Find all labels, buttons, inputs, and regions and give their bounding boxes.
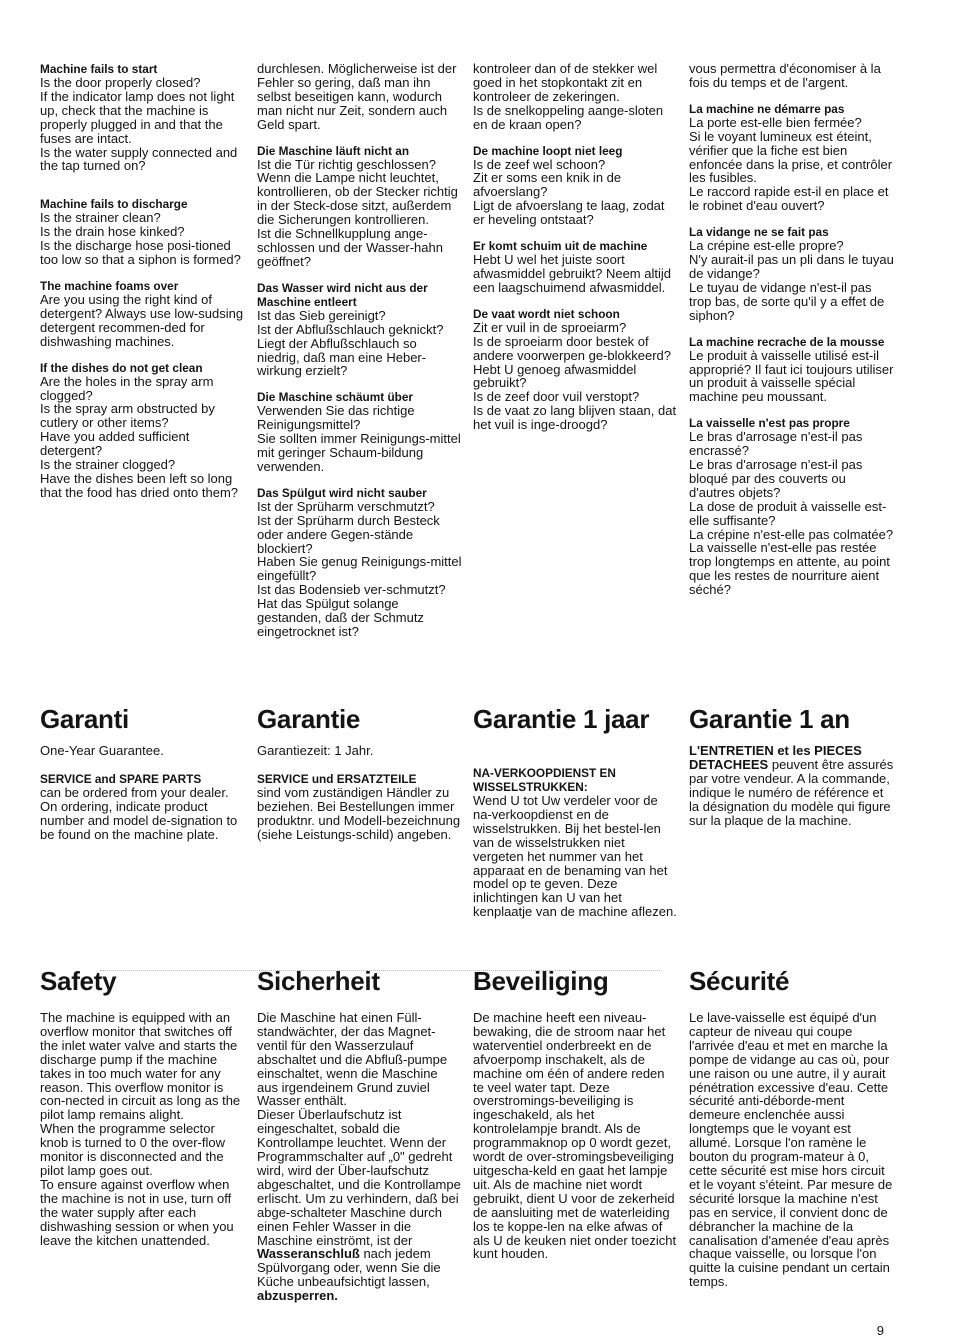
trouble-heading: Machine fails to discharge xyxy=(40,197,188,212)
warranty-subtitle: Garantiezeit: 1 Jahr. xyxy=(257,743,374,758)
safety-fr xyxy=(689,966,894,1289)
warranty-body: peuvent être assurés par votre vendeur. A la commande, indique le numéro de référence et la désignation du modèle qui figure sur la plaque de la machine. xyxy=(689,756,894,828)
warranty-title: Garantie xyxy=(257,704,361,734)
safety-text-part: nach jedem Spülvorgang oder, wenn Sie die Küche unbeaufsichtigt lassen, xyxy=(257,1246,441,1290)
warranty-en xyxy=(40,704,245,842)
warranty-heading: L'ENTRETIEN et les PIECES DETACHEES xyxy=(689,743,862,772)
trouble-block xyxy=(40,361,245,500)
trouble-heading: La machine recrache de la mousse xyxy=(689,334,885,349)
trouble-block xyxy=(40,62,245,173)
trouble-heading: Die Maschine läuft nicht an xyxy=(257,143,410,158)
trouble-block xyxy=(257,281,462,379)
warranty-text xyxy=(689,744,894,827)
safety-text: De machine heeft een niveau-bewaking, die de stroom naar het waterventiel onderbreekt en de afvoerpomp inschakelt, als de machine om één of andere reden te veel water tapt. Deze overstromings-beveiliging is ingeschakeld, als het kontrolelampje brandt. Als de programmaknop op 0 wordt gezet, wordt de over-stromingsbeveiliging uitgescha-keld en gaat het lampje uit. Als de machine niet wordt gebruikt, dient U voor de zekerheid de aansluiting met de waterleiding los te koppe-len na elke afwas of als U de keuken niet onder toezicht kunt houden. xyxy=(473,1010,677,1262)
safety-text xyxy=(257,1011,462,1303)
trouble-text: kontroleer dan of de stekker wel goed in het stopkontakt zit en kontroleer de zekeringen. Is de snelkoppeling aange-sloten en de kraan open? xyxy=(473,61,664,132)
safety-text: Le lave-vaisselle est équipé d'un capteur de niveau qui coupe l'arrivée d'eau et met en marche la pompe de vidange au cas où, pour une raison ou une autre, il y aurait pénétration excessive d'eau. Cette sécurité anti-débordе-ment demeure enclenchée aussi longtemps que le voyant est allumé. Lorsque l'on ramène le bouton du program-mateur à 0, cette sécurité est mise hors circuit et le voyant s'éteint. Par mesure de sécurité lorsque la machine n'est pas en service, il convient donc de débrancher la machine de la canalisation d'amenée d'eau après chaque vaisselle, ou lorsque l'on quitte la cuisine pendant un certain temps. xyxy=(689,1010,893,1290)
trouble-block xyxy=(689,62,894,90)
troubleshooting-nl xyxy=(473,62,678,444)
safety-title: Beveiliging xyxy=(473,966,609,996)
trouble-block xyxy=(40,197,245,267)
warranty-nl xyxy=(473,704,678,919)
trouble-text: Ist der Sprüharm verschmutzt? Ist der Sprüharm durch Besteck oder andere Gegen-stände blockiert? Haben Sie genug Reinigungs-mittel eingefüllt? Ist das Bodensieb ver-schmutzt? Hat das Spülgut solange gestanden, daß der Schmutz eingetrocknet ist? xyxy=(257,498,462,639)
warranty-title: Garantie 1 an xyxy=(689,704,850,734)
page-number: 9 xyxy=(876,1323,884,1338)
warranty-fr xyxy=(689,704,894,827)
trouble-block xyxy=(40,279,245,349)
troubleshooting-de xyxy=(257,62,462,651)
trouble-text: Le produit à vaisselle utilisé est-il approprié? Il faut ici toujours utiliser un produit à vaisselle spécial machine peu moussant. xyxy=(689,347,894,405)
troubleshooting-fr xyxy=(689,62,894,609)
trouble-heading: If the dishes do not get clean xyxy=(40,360,203,375)
trouble-text: Is the strainer clean? Is the drain hose kinked? Is the discharge hose posi-tioned too low so that a siphon is formed? xyxy=(40,210,241,268)
safety-bold-term: abzusperren. xyxy=(257,1288,338,1304)
trouble-block xyxy=(257,390,462,474)
trouble-block xyxy=(689,225,894,322)
warranty-text: sind vom zuständigen Händler zu beziehen. Bei Bestellungen immer produktnr. und Modell-bezeichnung (siehe Leistungs-schild) angeben. xyxy=(257,785,461,842)
trouble-heading: Er komt schuim uit de machine xyxy=(473,239,648,254)
safety-en xyxy=(40,966,245,1247)
safety-de xyxy=(257,966,462,1303)
trouble-heading: La vaisselle n'est pas propre xyxy=(689,416,850,431)
safety-bold-term: Wasseranschluß xyxy=(257,1246,360,1262)
trouble-text: Are the holes in the spray arm clogged? Is the spray arm obstructed by cutlery or other items? Have you added sufficient detergent? Is the strainer clogged? Have the dishes been left so long that the food has dried onto them? xyxy=(40,373,239,500)
warranty-heading: NA-VERKOOPDIENST EN WISSELSTRUKKEN: xyxy=(473,766,616,794)
trouble-text: Verwenden Sie das richtige Reinigungsmittel? Sie sollten immer Reinigungs-mittel mit geringer Schaum-bildung verwenden. xyxy=(257,403,461,474)
trouble-heading: Die Maschine schäumt über xyxy=(257,390,414,405)
trouble-text: Le bras d'arrosage n'est-il pas encrassé? Le bras d'arrosage n'est-il pas bloqué par des couverts ou d'autres objets? La dose de produit à vaisselle est-elle suffisante? La crépine n'est-elle pas colmatée? La vaisselle n'est-elle pas restée trop longtemps en attente, au point que les restes de nourriture aient séché? xyxy=(689,429,894,598)
trouble-text: Zit er vuil in de sproeiarm? Is de sproeiarm door bestek of andere voorwerpen ge-blokkeerd? Hebt U genoeg afwasmiddel gebruikt? Is de zeef door vuil verstopt? Is de vaat zo lang blijven staan, dat het vuil is inge-droogd? xyxy=(473,319,677,433)
warranty-text: Wend U tot Uw verdeler voor de na-verkoopdienst en de wisselstrukken. Bij het bestel-len van de wisselstrukken niet vergeten het nummer van het apparaat en de benaming van het model op te geven. Deze inlichtingen kan U van het kenplaatje van de machine aflezen. xyxy=(473,793,677,920)
warranty-title: Garanti xyxy=(40,704,129,734)
trouble-text: La crépine est-elle propre? N'y aurait-il pas un pli dans le tuyau de vidange? Le tuyau de vidange n'est-il pas trop bas, de sorte qu'il y a effet de siphon? xyxy=(689,238,894,323)
trouble-text: Are you using the right kind of detergent? Always use low-sudsing detergent recommen-ded for dishwashing machines. xyxy=(40,291,244,349)
trouble-text: durchlesen. Möglicherweise ist der Fehler so gering, daß man ihn selbst beseitigen kann, wodurch man nicht nur Zeit, sondern auch Geld spart. xyxy=(257,61,457,132)
trouble-text: Ist das Sieb gereinigt? Ist der Abflußschlauch geknickt? Liegt der Abflußschlauch so niedrig, daß man eine Heber-wirkung erzielt? xyxy=(257,307,444,379)
trouble-text: Hebt U wel het juiste soort afwasmiddel gebruikt? Neem altijd een laagschuimend afwasmiddel. xyxy=(473,252,671,295)
trouble-block xyxy=(473,144,678,228)
trouble-block xyxy=(689,416,894,597)
warranty-heading: SERVICE und ERSATZTEILE xyxy=(257,772,417,786)
trouble-text: La porte est-elle bien fermée? Si le voyant lumineux est éteint, vérifier que la fiche est bien enfoncée dans la prise, et contrôler les fusibles. Le raccord rapide est-il en place et le robinet d'eau ouvert? xyxy=(689,114,893,214)
trouble-block xyxy=(257,486,462,639)
trouble-block xyxy=(473,62,678,132)
warranty-subtitle: One-Year Guarantee. xyxy=(40,743,164,758)
warranty-title: Garantie 1 jaar xyxy=(473,704,650,734)
trouble-block xyxy=(689,335,894,405)
trouble-block xyxy=(473,307,678,432)
warranty-heading: SERVICE and SPARE PARTS xyxy=(40,772,202,786)
safety-title: Safety xyxy=(40,966,117,996)
trouble-block xyxy=(689,102,894,213)
safety-title: Sicherheit xyxy=(257,966,380,996)
safety-text: The machine is equipped with an overflow monitor that switches off the inlet water valve and starts the discharge pump if the machine takes in too much water for any reason. This overflow monitor is con-nected in circuit as long as the pilot lamp remains alight. When the programme selector knob is turned to 0 the over-flow monitor is disconnected and the pilot lamp goes out. To ensure against overflow when the machine is not in use, turn off the water supply after each dishwashing session or when you leave the kitchen unattended. xyxy=(40,1010,241,1248)
safety-title: Sécurité xyxy=(689,966,790,996)
trouble-text: Is de zeef wel schoon? Zit er soms een knik in de afvoerslang? Ligt de afvoerslang te laag, zodat er heveling ontstaat? xyxy=(473,156,665,228)
trouble-text: Ist die Tür richtig geschlossen? Wenn die Lampe nicht leuchtet, kontrollieren, ob der Stecker richtig in der Steck-dose sitzt, außerdem die Sicherungen kontrollieren. Ist die Schnellkupplung ange-schlossen und der Wasser-hahn geöffnet? xyxy=(257,156,458,269)
trouble-heading: The machine foams over xyxy=(40,278,179,293)
trouble-block xyxy=(257,62,462,132)
trouble-text: vous permettra d'économiser à la fois du temps et de l'argent. xyxy=(689,61,881,90)
trouble-heading: La vidange ne se fait pas xyxy=(689,225,829,240)
warranty-text: can be ordered from your dealer. On ordering, indicate product number and model de-signation to be found on the machine plate. xyxy=(40,785,238,842)
trouble-block xyxy=(473,239,678,295)
trouble-block xyxy=(257,144,462,269)
trouble-heading: Machine fails to start xyxy=(40,62,158,76)
warranty-de xyxy=(257,704,462,842)
trouble-heading: La machine ne démarre pas xyxy=(689,101,845,116)
trouble-heading: De machine loopt niet leeg xyxy=(473,143,623,158)
troubleshooting-en xyxy=(40,62,245,512)
trouble-heading: Das Wasser wird nicht aus der Maschine entleert xyxy=(257,280,428,309)
safety-nl xyxy=(473,966,678,1261)
trouble-heading: De vaat wordt niet schoon xyxy=(473,306,620,321)
safety-text-part: Die Maschine hat einen Füll-standwächter, der das Magnet-ventil für den Wasserzulauf abschaltet und die Abfluß-pumpe einschaltet, wenn die Maschine aus irgendeinem Grund zuviel Wasser enthält. Dieser Überlaufschutz ist eingeschaltet, sobald die Kontrollampe leuchtet. Wenn der Programmschalter auf „0" gedreht wird, wird der Über-laufschutz abgeschaltet, und die Kontrollampe erlischt. Um zu verhindern, daß bei abge-schalteter Maschine durch einen Fehler Wasser in die Maschine einströmt, ist der xyxy=(257,1010,461,1248)
trouble-heading: Das Spülgut wird nicht sauber xyxy=(257,485,427,500)
trouble-text: Is the door properly closed? If the indicator lamp does not light up, check that the machine is properly plugged in and that the fuses are intact. Is the water supply connected and the tap turned on? xyxy=(40,75,238,174)
